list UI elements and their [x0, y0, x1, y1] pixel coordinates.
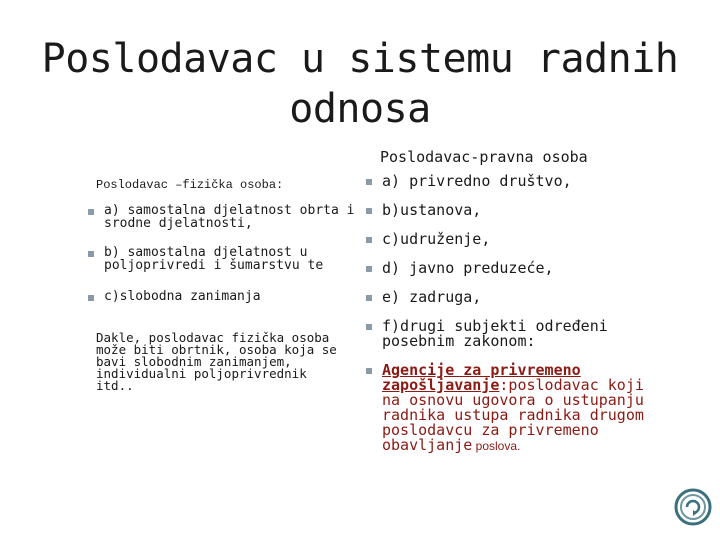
list-item-label: f)drugi subjekti određeni posebnim zakonom: — [382, 317, 608, 350]
list-item-label: b)ustanova, — [382, 201, 482, 219]
list-item-label: e) zadruga, — [382, 288, 482, 306]
square-bullet-icon — [366, 295, 372, 301]
natural-person-heading: Poslodavac –fizička osoba: — [96, 178, 284, 192]
list-item — [366, 261, 666, 276]
square-bullet-icon — [88, 295, 94, 301]
agency-description: :poslodavac koji na osnovu ugovora o ustupanju radnika ustupa radnika drugom poslodavcu za privremeno obavljanje — [382, 376, 644, 454]
agency-title: Agencije za privremeno zapošljavanje — [382, 361, 581, 394]
list-item-label: c)slobodna zanimanja — [104, 289, 261, 304]
list-item — [366, 174, 666, 189]
list-item — [366, 319, 666, 349]
square-bullet-icon — [366, 266, 372, 272]
agency-list-item — [366, 363, 666, 454]
square-bullet-icon — [366, 237, 372, 243]
natural-person-list — [88, 204, 358, 319]
legal-entity-list — [366, 174, 666, 468]
list-item — [88, 290, 358, 303]
list-item — [88, 204, 358, 230]
list-item — [366, 203, 666, 218]
summary-note: Dakle, poslodavac fizička osoba može biti obrtnik, osoba koja se bavi slobodnim zanimanjem, individualni poljoprivrednik itd.. — [96, 330, 337, 393]
list-item-label: a) privredno društvo, — [382, 172, 572, 190]
circular-return-icon[interactable] — [674, 488, 712, 526]
list-item — [366, 290, 666, 305]
square-bullet-icon — [366, 208, 372, 214]
list-item-label: a) samostalna djelatnost obrta i srodne djelatnosti, — [104, 203, 355, 231]
list-item — [88, 246, 358, 272]
square-bullet-icon — [88, 251, 94, 257]
list-item-label: d) javno preduzeće, — [382, 259, 554, 277]
slide-title-line-1: Poslodavac u sistemu radnih — [41, 36, 679, 82]
agency-description-tail: poslova. — [472, 439, 521, 453]
square-bullet-icon — [366, 179, 372, 185]
list-item — [366, 232, 666, 247]
slide-title-line-2: odnosa — [289, 86, 431, 132]
square-bullet-icon — [88, 209, 94, 215]
list-item-label: c)udruženje, — [382, 230, 491, 248]
slide-title — [40, 34, 680, 134]
legal-entity-heading: Poslodavac-pravna osoba — [380, 148, 588, 166]
square-bullet-icon — [366, 368, 372, 374]
square-bullet-icon — [366, 324, 372, 330]
list-item-label: b) samostalna djelatnost u poljoprivredi i šumarstvu te — [104, 245, 324, 273]
